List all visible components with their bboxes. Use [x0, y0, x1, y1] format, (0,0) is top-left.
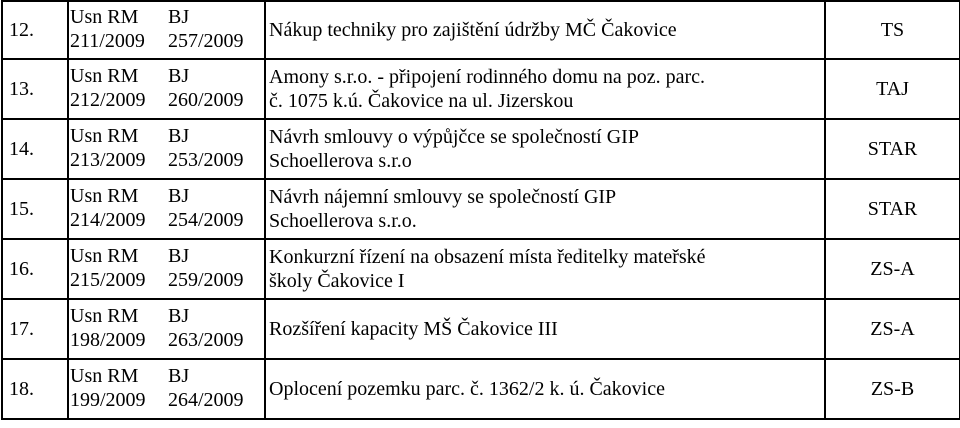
resolution-number: 214/2009	[70, 209, 146, 231]
subject-line: Návrh smlouvy o výpůjčce se společností GIP	[269, 126, 639, 148]
subject-cell	[265, 239, 825, 299]
row-number: 14.	[2, 119, 68, 179]
subject-line: Návrh nájemní smlouvy se společností GIP	[269, 186, 617, 208]
resolution-reference	[68, 299, 265, 359]
table-row	[2, 299, 960, 359]
subject-cell	[265, 119, 825, 179]
table-row	[2, 239, 960, 299]
subject-line: č. 1075 k.ú. Čakovice na ul. Jizerskou	[269, 90, 574, 112]
resolution-number: 215/2009	[70, 269, 146, 291]
document-number: 263/2009	[168, 329, 244, 351]
resolution-type: Usn RM	[70, 125, 139, 147]
submitter-initials: BJ	[168, 65, 190, 87]
department-code: STAR	[825, 179, 960, 239]
department-code: TS	[825, 1, 960, 59]
subject-line: Oplocení pozemku parc. č. 1362/2 k. ú. Čakovice	[269, 378, 665, 400]
subject-line: Rozšíření kapacity MŠ Čakovice III	[269, 318, 558, 340]
resolution-number: 198/2009	[70, 329, 146, 351]
resolution-reference	[68, 59, 265, 119]
table-row	[2, 359, 960, 419]
resolution-number: 212/2009	[70, 89, 146, 111]
department-code: ZS-A	[825, 239, 960, 299]
row-number: 15.	[2, 179, 68, 239]
subject-line: Konkurzní řízení na obsazení místa ředitelky mateřské	[269, 246, 706, 268]
subject-line: Amony s.r.o. - připojení rodinného domu na poz. parc.	[269, 66, 706, 88]
row-number: 13.	[2, 59, 68, 119]
subject-cell	[265, 1, 825, 59]
table-row	[2, 1, 960, 59]
table-row	[2, 179, 960, 239]
resolution-reference	[68, 179, 265, 239]
resolution-number: 211/2009	[70, 30, 145, 52]
subject-line: Nákup techniky pro zajištění údržby MČ Čakovice	[269, 19, 677, 41]
subject-line: Schoellerova s.r.o	[269, 150, 412, 172]
submitter-initials: BJ	[168, 185, 190, 207]
table-row	[2, 119, 960, 179]
document-number: 260/2009	[168, 89, 244, 111]
resolution-type: Usn RM	[70, 65, 139, 87]
subject-cell	[265, 179, 825, 239]
document-number: 254/2009	[168, 209, 244, 231]
subject-line: školy Čakovice I	[269, 270, 405, 292]
document-number: 253/2009	[168, 149, 244, 171]
resolution-type: Usn RM	[70, 365, 139, 387]
submitter-initials: BJ	[168, 6, 190, 28]
resolution-type: Usn RM	[70, 245, 139, 267]
row-number: 18.	[2, 359, 68, 419]
subject-cell	[265, 299, 825, 359]
resolution-number: 199/2009	[70, 389, 146, 411]
submitter-initials: BJ	[168, 305, 190, 327]
subject-cell	[265, 359, 825, 419]
resolution-number: 213/2009	[70, 149, 146, 171]
department-code: ZS-B	[825, 359, 960, 419]
document-number: 264/2009	[168, 389, 244, 411]
resolution-type: Usn RM	[70, 185, 139, 207]
department-code: STAR	[825, 119, 960, 179]
resolution-type: Usn RM	[70, 305, 139, 327]
department-code: ZS-A	[825, 299, 960, 359]
resolution-reference	[68, 119, 265, 179]
resolution-type: Usn RM	[70, 6, 139, 28]
subject-cell	[265, 59, 825, 119]
document-number: 259/2009	[168, 269, 244, 291]
submitter-initials: BJ	[168, 245, 190, 267]
row-number: 17.	[2, 299, 68, 359]
resolution-reference	[68, 1, 265, 59]
submitter-initials: BJ	[168, 365, 190, 387]
subject-line: Schoellerova s.r.o.	[269, 210, 417, 232]
row-number: 16.	[2, 239, 68, 299]
resolution-reference	[68, 239, 265, 299]
resolution-reference	[68, 359, 265, 419]
agenda-table	[1, 0, 960, 420]
department-code: TAJ	[825, 59, 960, 119]
row-number: 12.	[2, 1, 68, 59]
document-number: 257/2009	[168, 30, 244, 52]
table-row	[2, 59, 960, 119]
submitter-initials: BJ	[168, 125, 190, 147]
